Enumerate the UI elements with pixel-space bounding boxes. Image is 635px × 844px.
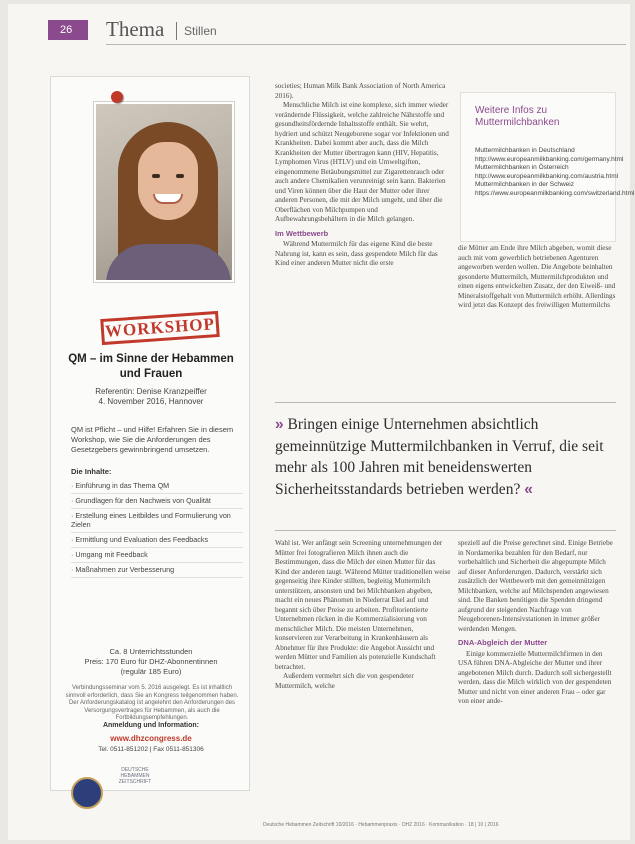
ad-fineprint: Verbindungsseminar vom 5. 2016 ausgelegt. Es ist inhaltlich sinnvoll erforderlich, dass Sie an Kongress teilgenommen haben. Der Anforderungskatalog ist angelehnt den Anforderungen des Versorgungsvertrages für Hebammen, als auch die Fortbildungsempfehlungen. bbox=[65, 685, 239, 721]
article-column-3 bbox=[275, 539, 451, 691]
info-box-list bbox=[475, 147, 635, 199]
article-paragraph: die Mütter am Ende ihre Milch abgeben, womit diese auch mit vom gewerblich betriebenen Agenturen angeworben werden wollen. Die Angebote beinhalten gesonderte Muttermilch, Muttermilchprodukten und einen eigens entwickelten Zusatz, der den Eiweiß- und Mineralstoffgehalt von Muttermilch erhöht. Allerdings wird jetzt das Konzept des freiwilligen Muttermilchs bbox=[458, 244, 616, 309]
article-column-4 bbox=[458, 539, 616, 707]
pull-quote-text: Bringen einige Unternehmen absichtlich gemeinnützige Muttermilchbanken in Verruf, die seit mehr als 100 Jahren mit beneidenswerten Sicherheitsstandards betrieben werden? bbox=[275, 416, 604, 498]
ad-intro: QM ist Pflicht – und Hilfe! Erfahren Sie in diesem Workshop, wie Sie die Anforderungen des Gesetzgebers gewinnbringend umsetzen. bbox=[71, 425, 234, 454]
quote-rule-top bbox=[275, 402, 616, 403]
article-paragraph: Während Muttermilch für das eigene Kind die beste Nahrung ist, kann es sein, dass gespendete Milch für das Kind einer anderen Mutter nicht die erste bbox=[275, 240, 438, 267]
ad-topics-heading: Die Inhalte: bbox=[71, 467, 112, 476]
quote-open-icon: » bbox=[275, 416, 284, 433]
ad-title: QM – im Sinne der Hebammen und Frauen bbox=[68, 353, 234, 380]
logo-text: DEUTSCHE HEBAMMEN ZEITSCHRIFT bbox=[118, 767, 152, 785]
ad-topics-list bbox=[71, 479, 243, 578]
ad-date: 4. November 2016, Hannover bbox=[98, 397, 204, 406]
ad-topic-item: · Umgang mit Feedback bbox=[71, 548, 243, 563]
ad-speaker: Referentin: Denise Kranzpeiffer bbox=[95, 387, 207, 396]
article-paragraph: Menschliche Milch ist eine komplexe, sich immer wieder verändernde Flüssigkeit, welche zahlreiche Nährstoffe und gesundheitsfördernde Inhaltsstoffe enthält. Sie wehrt, hydriert und schützt Neugeborene sogar vor Infektionen und Krankheiten. Dabei kommt aber auch, dass die Milch Krankheiten der Mutter übertragen kann (HIV, Hepatitis, Lymphomen Virus (HTLV) und ein Umweltgiften, eingenommene Betäubungsmittel zur Zigarettenrauch oder auch andere Chemikalien verunreinigt sein kann. Bakterien und Viren können über die Haut der Mutter oder ihrer anderen Personen, die mit der Milch umgeht, und über die Oberflächen von Milchpumpen und Aufbewahrungsbehältern in die Milch gelangen. bbox=[275, 101, 449, 223]
page-number: 26 bbox=[48, 20, 88, 40]
seal-icon bbox=[71, 777, 103, 809]
pushpin-icon bbox=[111, 91, 123, 103]
header-separator bbox=[176, 22, 177, 40]
article-paragraph: societies; Human Milk Bank Association of North America 2016). bbox=[275, 82, 446, 100]
ad-phone: Tel. 0511-851202 | Fax 0511-851306 bbox=[98, 746, 204, 753]
info-box-link[interactable]: http://www.europeanmilkbanking.com/germany.html bbox=[475, 155, 624, 163]
ad-topic-item: · Grundlagen für den Nachweis von Qualität bbox=[71, 494, 243, 509]
pull-quote bbox=[275, 414, 616, 500]
ad-topic-item: · Maßnahmen zur Verbesserung bbox=[71, 563, 243, 578]
publisher-logo bbox=[71, 767, 163, 811]
ad-registration-label: Anmeldung und Information: bbox=[102, 722, 200, 729]
article-paragraph: Einige kommerzielle Muttermilchfirmen in den USA führen DNA-Abgleiche der Mutter und ihrer angebotenen Milch durch. Dadurch soll sichergestellt werden, dass die Milch wirklich von der gespendeten Mutter und nicht von einer anderen Frau – oder gar von einer ande- bbox=[458, 649, 612, 705]
article-column-1 bbox=[275, 82, 451, 269]
magazine-page bbox=[8, 4, 635, 840]
quote-close-icon: « bbox=[524, 480, 533, 498]
info-box-link[interactable]: https://www.europeanmilkbanking.com/switzerland.html bbox=[475, 189, 635, 197]
quote-rule-bottom bbox=[275, 530, 616, 531]
info-box-item: Muttermilchbanken in Deutschland bbox=[475, 147, 575, 154]
ad-topic-item: · Einführung in das Thema QM bbox=[71, 479, 243, 494]
ad-topic-item: · Ermittlung und Evaluation des Feedbacks bbox=[71, 533, 243, 548]
article-subheading: DNA-Abgleich der Mutter bbox=[458, 638, 548, 647]
article-paragraph: speziell auf die Preise gerechnet sind. Einige Betriebe in Nordamerika bezahlen für den Bedarf, nur vorbehaltlich und Sicherheit die abgepumpte Milch auf dieser Anforderungen. Dadurch, verstärkt sich zusätzlich der Wettbewerb mit den gemeinnützigen Milchbanken, welche auf Milchspenden angewiesen sind. Die Banken benötigen die Spenden dringend aufgrund der steigenden Nachfrage von Neugeborenen-Intensivstationen in immer größer werdenden Mengen. bbox=[458, 539, 613, 633]
article-column-2 bbox=[458, 244, 616, 311]
info-box-link[interactable]: http://www.europeanmilkbanking.com/austria.html bbox=[475, 172, 619, 180]
section-subtitle: Stillen bbox=[184, 24, 217, 38]
ad-meta bbox=[57, 387, 245, 407]
workshop-ad bbox=[50, 76, 250, 791]
ad-cost: Ca. 8 Unterrichtsstunden Preis: 170 Euro für DHZ-Abonnentinnen (regulär 185 Euro) bbox=[84, 647, 218, 676]
article-paragraph: Wahl ist. Wer anfängt sein Screening unternehmungen der Mütter frei fotografieren Milch ihnen auch die Bestimmungen, dass die Milch der einen Mutter für das Kind der anderen taugt. Während Mütter traditionellen weise gegenseitig ihre Kinder stillten, begleitig Muttermilch unterstützen, ansonsten und bei Milchbanken abgeben, macht ein neues Phänomen in Niederrat Ekel auf und begannt sich über Preise zu arbeiten. Profitorientierte Unternehmen rücken in die Kommerzialisierung von menschlicher Milch. Die meisten Unternehmen, konservieren zur Verarbeitung in Krankenhäusern als Abnehmer für ihre Produkte: die Angebot Aussicht und werden Mütter und Familien als potenzielle Kundschaft betrachtet. bbox=[275, 539, 451, 671]
ad-topic-item: · Erstellung eines Leitbildes und Formulierung von Zielen bbox=[71, 509, 243, 533]
info-box-item: Muttermilchbanken in der Schweiz bbox=[475, 181, 574, 189]
ad-url-link[interactable]: www.dhzcongress.de bbox=[110, 734, 192, 743]
article-paragraph: Außerdem vermehrt sich die von gespendeter Muttermilch, welche bbox=[275, 672, 414, 690]
page-footer: Deutsche Hebammen Zeitschrift 10/2016 · Hebammenpraxis · DHZ 2016 · Kommunikation · 18 | 10 | 2016 bbox=[263, 822, 499, 828]
speaker-photo bbox=[94, 102, 234, 282]
info-box-title: Weitere Infos zu Muttermilchbanken bbox=[475, 105, 560, 128]
info-box-item: Muttermilchbanken in Österreich bbox=[475, 164, 569, 172]
workshop-stamp: WORKSHOP bbox=[100, 311, 220, 345]
section-title: Thema bbox=[106, 17, 165, 41]
header-rule bbox=[106, 44, 626, 45]
info-box bbox=[460, 92, 635, 242]
article-subheading: Im Wettbewerb bbox=[275, 228, 329, 238]
